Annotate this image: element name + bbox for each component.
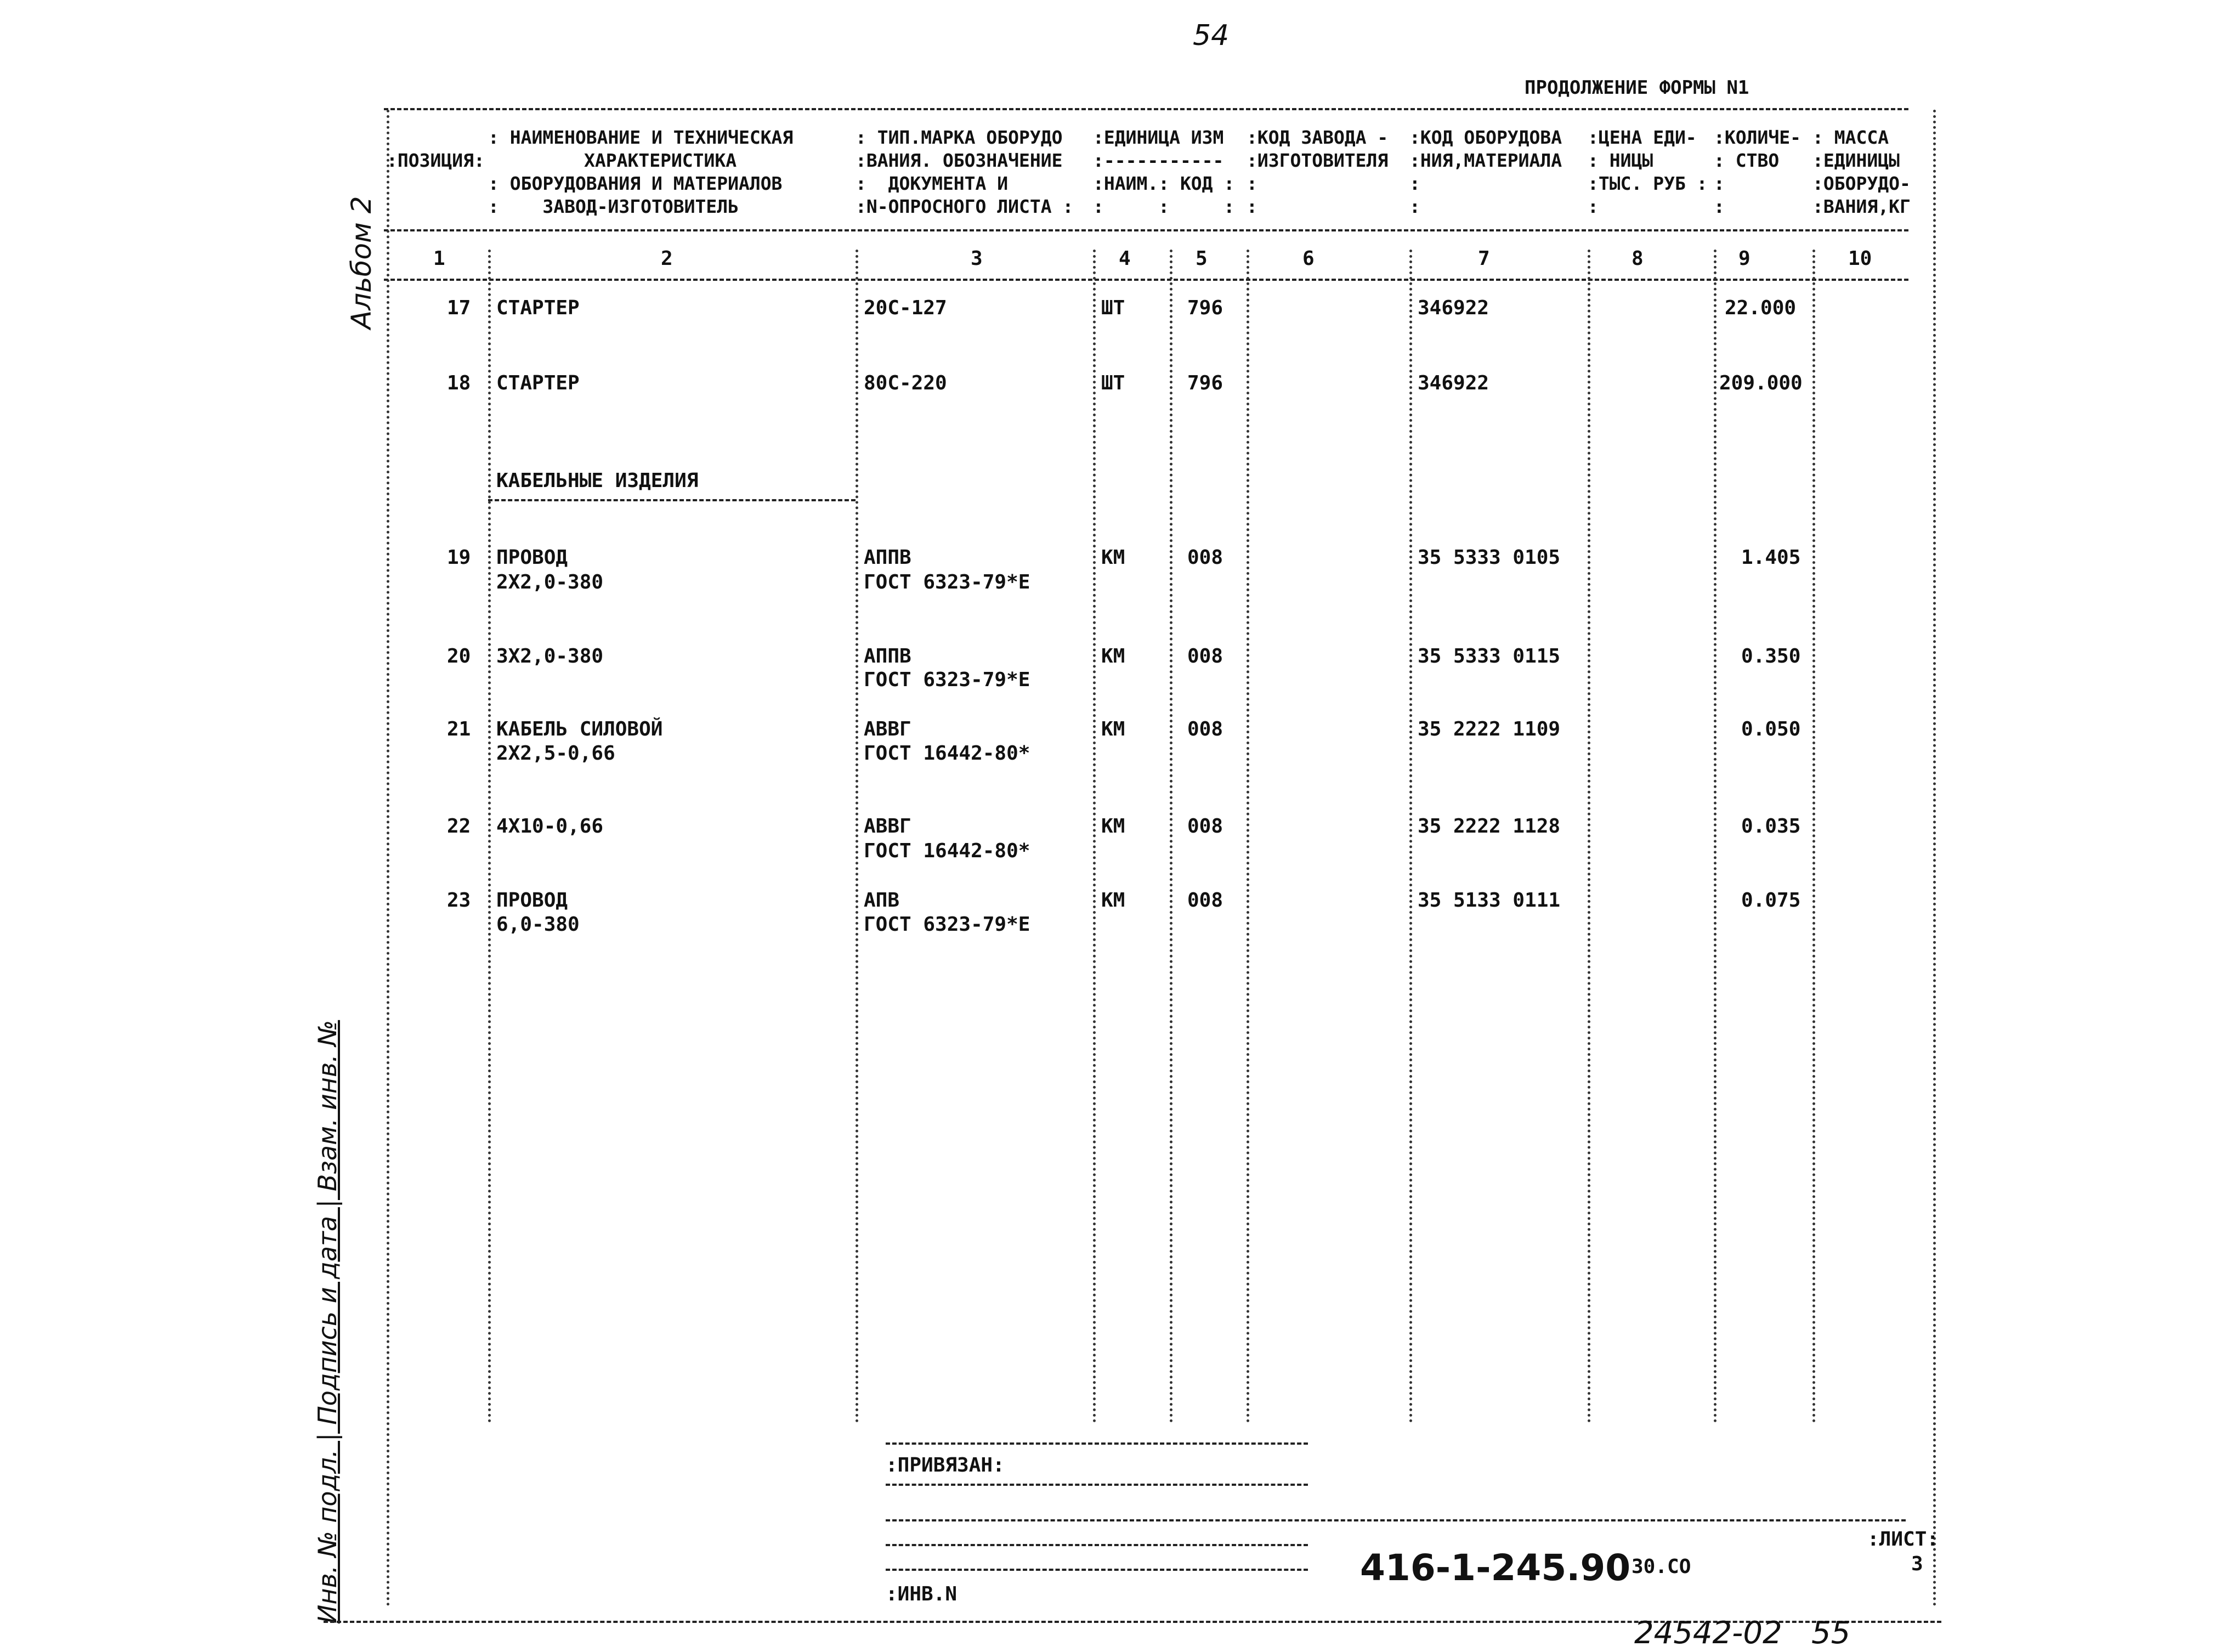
row-18-qty: 209.000 bbox=[1719, 372, 1803, 394]
row-22-type2: ГОСТ 16442-80* bbox=[864, 840, 1030, 862]
colnum-7: 7 bbox=[1478, 247, 1490, 270]
section-title: КАБЕЛЬНЫЕ ИЗДЕЛИЯ bbox=[496, 469, 699, 492]
row-19-unit: КМ bbox=[1101, 546, 1125, 569]
header-name-2: ХАРАКТЕРИСТИКА bbox=[584, 150, 737, 171]
row-17-name: СТАРТЕР bbox=[496, 297, 580, 319]
row-20-name: 3Х2,0-380 bbox=[496, 645, 604, 667]
colnum-2: 2 bbox=[661, 247, 673, 270]
row-18-code: 796 bbox=[1187, 372, 1223, 394]
rule-stamp-4 bbox=[886, 1544, 1308, 1546]
page-number: 54 bbox=[1193, 19, 1230, 52]
row-23-qty: 0.075 bbox=[1741, 889, 1801, 912]
col-sep-4 bbox=[1170, 250, 1172, 1423]
row-17-equip: 346922 bbox=[1418, 297, 1489, 319]
row-20-type2: ГОСТ 6323-79*Е bbox=[864, 669, 1030, 691]
rule-stamp-5 bbox=[886, 1569, 1308, 1571]
row-19-name: ПРОВОД bbox=[496, 546, 568, 569]
row-19-type2: ГОСТ 6323-79*Е bbox=[864, 571, 1030, 593]
header-unit-1: :ЕДИНИЦА ИЗМ bbox=[1093, 127, 1224, 148]
row-21-pos: 21 bbox=[447, 718, 471, 740]
col-sep-right bbox=[1933, 110, 1936, 1607]
row-20-qty: 0.350 bbox=[1741, 645, 1801, 667]
stamp-doc-suffix: 30.СО bbox=[1631, 1555, 1691, 1578]
header-price-4: : bbox=[1588, 196, 1599, 217]
row-23-code: 008 bbox=[1187, 889, 1223, 912]
header-qty-1: :КОЛИЧЕ- bbox=[1714, 127, 1801, 148]
row-21-equip: 35 2222 1109 bbox=[1418, 718, 1561, 740]
col-sep-9 bbox=[1812, 250, 1815, 1423]
row-23-unit: КМ bbox=[1101, 889, 1125, 912]
header-qty-4: : bbox=[1714, 196, 1725, 217]
header-price-1: :ЦЕНА ЕДИ- bbox=[1588, 127, 1697, 148]
header-position: :ПОЗИЦИЯ: bbox=[387, 150, 485, 171]
header-equip-2: :НИЯ,МАТЕРИАЛА bbox=[1409, 150, 1562, 171]
row-19-qty: 1.405 bbox=[1741, 546, 1801, 569]
row-18-name: СТАРТЕР bbox=[496, 372, 580, 394]
rule-stamp-top bbox=[886, 1442, 1308, 1445]
header-qty-3: : bbox=[1714, 173, 1725, 194]
row-17-unit: ШТ bbox=[1101, 297, 1125, 319]
row-19-name2: 2Х2,0-380 bbox=[496, 571, 604, 593]
row-17-code: 796 bbox=[1187, 297, 1223, 319]
header-type-3: : ДОКУМЕНТА И bbox=[856, 173, 1009, 194]
row-17-pos: 17 bbox=[447, 297, 471, 319]
rule-section bbox=[488, 499, 856, 501]
colnum-10: 10 bbox=[1848, 247, 1872, 270]
row-22-unit: КМ bbox=[1101, 815, 1125, 838]
rule-stamp-3 bbox=[886, 1519, 1906, 1521]
col-sep-1 bbox=[488, 250, 491, 1423]
header-factory-1: :КОД ЗАВОДА - bbox=[1247, 127, 1389, 148]
row-22-code: 008 bbox=[1187, 815, 1223, 838]
row-21-type: АВВГ bbox=[864, 718, 911, 740]
row-18-unit: ШТ bbox=[1101, 372, 1125, 394]
form-title: ПРОДОЛЖЕНИЕ ФОРМЫ N1 bbox=[1525, 77, 1749, 99]
footer-handwritten: 24542-02 55 bbox=[1634, 1615, 1851, 1651]
row-21-name2: 2Х2,5-0,66 bbox=[496, 742, 615, 765]
header-mass-2: :ЕДИНИЦЫ bbox=[1812, 150, 1900, 171]
header-equip-1: :КОД ОБОРУДОВА bbox=[1409, 127, 1562, 148]
stamp-privyazan: :ПРИВЯЗАН: bbox=[886, 1454, 1005, 1476]
col-sep-5 bbox=[1247, 250, 1249, 1423]
rule-top bbox=[384, 108, 1908, 110]
row-21-type2: ГОСТ 16442-80* bbox=[864, 742, 1030, 765]
stamp-doc-code: 416-1-245.90 bbox=[1360, 1547, 1631, 1589]
row-21-unit: КМ bbox=[1101, 718, 1125, 740]
colnum-3: 3 bbox=[971, 247, 983, 270]
col-sep-2 bbox=[856, 250, 858, 1423]
row-23-name2: 6,0-380 bbox=[496, 913, 580, 936]
colnum-9: 9 bbox=[1738, 247, 1751, 270]
header-price-3: :ТЫС. РУБ : bbox=[1588, 173, 1708, 194]
stamp-sheet-label: :ЛИСТ: bbox=[1867, 1528, 1939, 1551]
stamp-sheet-no: 3 bbox=[1911, 1553, 1923, 1575]
stamp-inv: :ИНВ.N bbox=[886, 1583, 958, 1605]
colnum-4: 4 bbox=[1119, 247, 1131, 270]
header-price-2: : НИЦЫ bbox=[1588, 150, 1653, 171]
side-stamp: Инв. № подл. | Подпись и дата | Взам. инв. № bbox=[313, 1020, 342, 1623]
header-factory-4: : bbox=[1247, 196, 1257, 217]
row-20-equip: 35 5333 0115 bbox=[1418, 645, 1561, 667]
row-21-qty: 0.050 bbox=[1741, 718, 1801, 740]
header-name-3: : ОБОРУДОВАНИЯ И МАТЕРИАЛОВ bbox=[488, 173, 783, 194]
col-sep-8 bbox=[1714, 250, 1717, 1423]
col-sep-7 bbox=[1588, 250, 1590, 1423]
header-type-4: :N-ОПРОСНОГО ЛИСТА : bbox=[856, 196, 1074, 217]
row-20-unit: КМ bbox=[1101, 645, 1125, 667]
row-20-type: АППВ bbox=[864, 645, 911, 667]
row-17-type: 20С-127 bbox=[864, 297, 947, 319]
album-label: Альбом 2 bbox=[345, 196, 377, 329]
row-19-pos: 19 bbox=[447, 546, 471, 569]
row-17-qty: 22.000 bbox=[1725, 297, 1797, 319]
row-23-name: ПРОВОД bbox=[496, 889, 568, 912]
row-22-type: АВВГ bbox=[864, 815, 911, 838]
row-20-code: 008 bbox=[1187, 645, 1223, 667]
header-type-1: : ТИП.МАРКА ОБОРУДО bbox=[856, 127, 1063, 148]
header-equip-3: : bbox=[1409, 173, 1420, 194]
row-18-pos: 18 bbox=[447, 372, 471, 394]
header-factory-3: : bbox=[1247, 173, 1257, 194]
row-22-name: 4Х10-0,66 bbox=[496, 815, 604, 838]
header-equip-4: : bbox=[1409, 196, 1420, 217]
row-21-code: 008 bbox=[1187, 718, 1223, 740]
row-19-code: 008 bbox=[1187, 546, 1223, 569]
col-sep-6 bbox=[1409, 250, 1412, 1423]
row-19-type: АППВ bbox=[864, 546, 911, 569]
header-factory-2: :ИЗГОТОВИТЕЛЯ bbox=[1247, 150, 1389, 171]
header-unit-2: :----------- bbox=[1093, 150, 1224, 171]
col-sep-3 bbox=[1093, 250, 1096, 1423]
row-22-pos: 22 bbox=[447, 815, 471, 838]
header-mass-4: :ВАНИЯ,КГ bbox=[1812, 196, 1911, 217]
rule-stamp-2 bbox=[886, 1484, 1308, 1486]
colnum-6: 6 bbox=[1302, 247, 1315, 270]
colnum-8: 8 bbox=[1631, 247, 1644, 270]
row-23-equip: 35 5133 0111 bbox=[1418, 889, 1561, 912]
row-18-equip: 346922 bbox=[1418, 372, 1489, 394]
header-name-4: : ЗАВОД-ИЗГОТОВИТЕЛЬ bbox=[488, 196, 739, 217]
header-mass-3: :ОБОРУДО- bbox=[1812, 173, 1911, 194]
col-sep-left bbox=[387, 110, 389, 1607]
row-19-equip: 35 5333 0105 bbox=[1418, 546, 1561, 569]
row-22-equip: 35 2222 1128 bbox=[1418, 815, 1561, 838]
header-unit-4: : : : bbox=[1093, 196, 1235, 217]
row-23-type: АПВ bbox=[864, 889, 900, 912]
rule-colnum-bottom bbox=[384, 279, 1908, 281]
row-23-pos: 23 bbox=[447, 889, 471, 912]
colnum-5: 5 bbox=[1196, 247, 1208, 270]
row-21-name: КАБЕЛЬ СИЛОВОЙ bbox=[496, 718, 663, 740]
header-name-1: : НАИМЕНОВАНИЕ И ТЕХНИЧЕСКАЯ bbox=[488, 127, 794, 148]
header-unit-3: :НАИМ.: КОД : bbox=[1093, 173, 1235, 194]
row-18-type: 80С-220 bbox=[864, 372, 947, 394]
header-type-2: :ВАНИЯ. ОБОЗНАЧЕНИЕ bbox=[856, 150, 1063, 171]
header-qty-2: : СТВО bbox=[1714, 150, 1780, 171]
rule-header-bottom bbox=[384, 229, 1908, 231]
header-mass-1: : МАССА bbox=[1812, 127, 1889, 148]
colnum-1: 1 bbox=[433, 247, 445, 270]
row-20-pos: 20 bbox=[447, 645, 471, 667]
row-22-qty: 0.035 bbox=[1741, 815, 1801, 838]
row-23-type2: ГОСТ 6323-79*Е bbox=[864, 913, 1030, 936]
